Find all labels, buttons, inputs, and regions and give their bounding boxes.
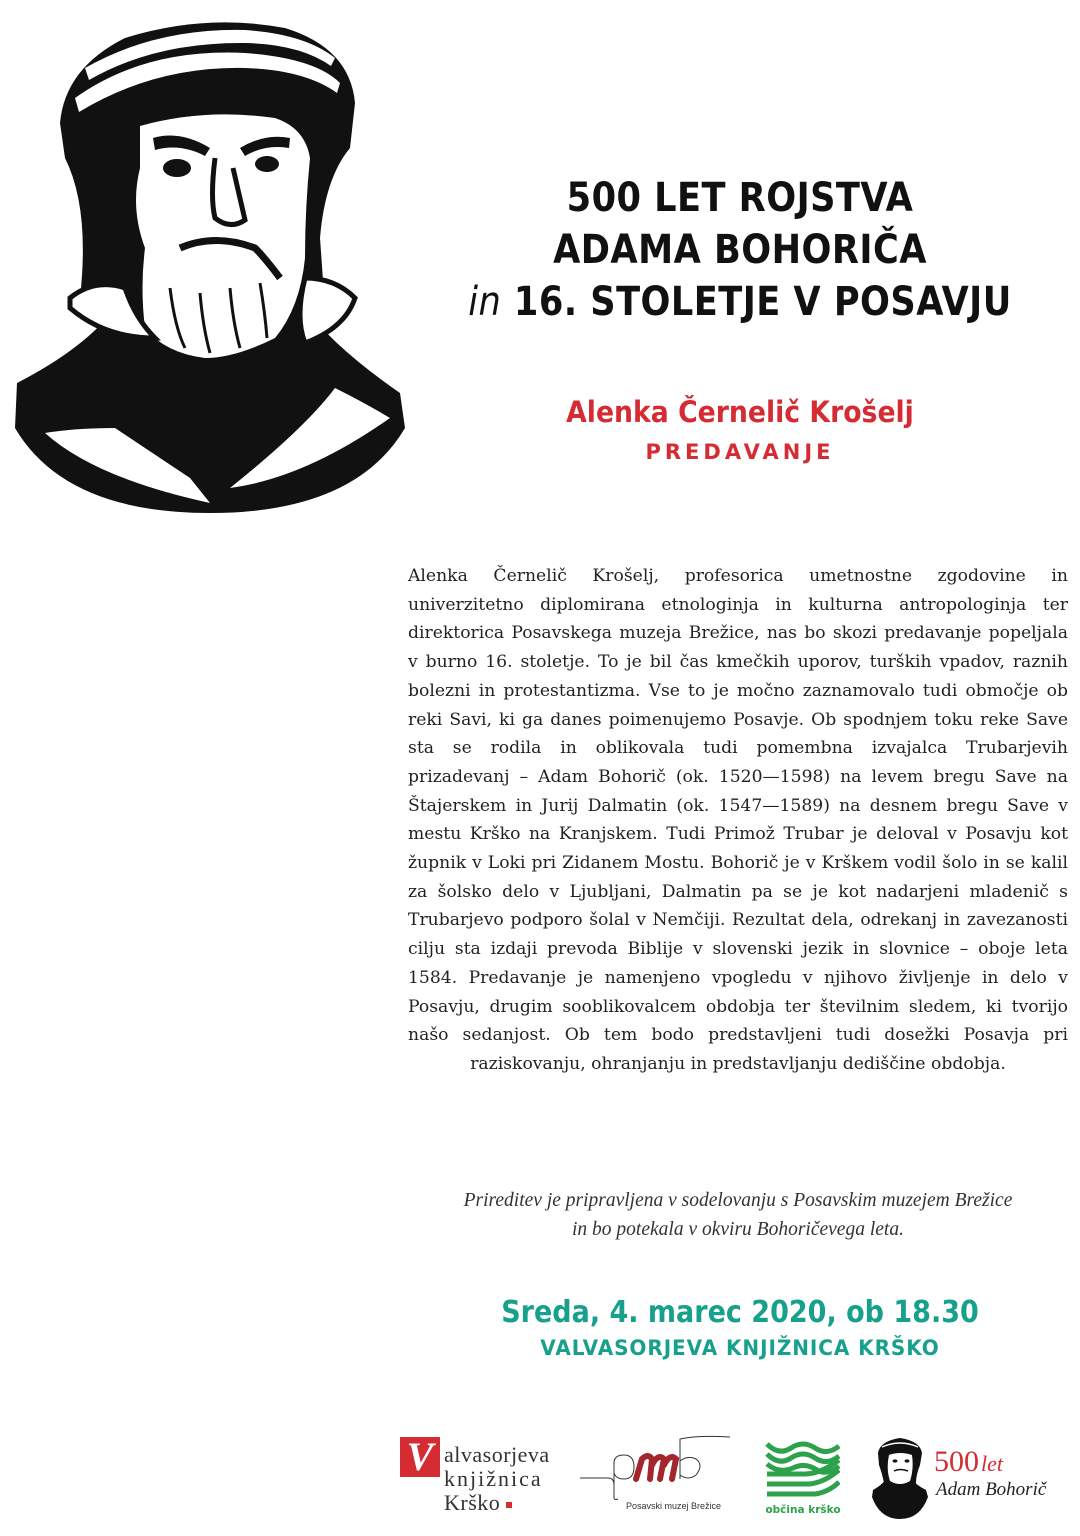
bohoric-bust-icon bbox=[870, 1435, 930, 1520]
red-square-icon bbox=[506, 1502, 512, 1508]
title-line-3 bbox=[458, 276, 1021, 328]
speaker-block bbox=[440, 392, 1040, 468]
speaker-name: Alenka Černelič Krošelj bbox=[566, 395, 914, 429]
obcina-krsko-waves-icon bbox=[765, 1438, 840, 1498]
bohoric-500-number bbox=[934, 1447, 1003, 1479]
event-type-label: PREDAVANJE bbox=[645, 440, 835, 464]
valvasorjeva-city: Krško bbox=[444, 1490, 501, 1515]
event-venue: VALVASORJEVA KNJIŽNICA KRŠKO bbox=[540, 1336, 940, 1361]
let-label: let bbox=[981, 1451, 1003, 1476]
valvasorjeva-line-3 bbox=[444, 1490, 512, 1516]
valvasorjeva-line-2: knjižnica bbox=[444, 1466, 543, 1491]
obcina-krsko-caption: občina krško bbox=[765, 1504, 841, 1516]
valvasorjeva-initial-icon: V bbox=[400, 1437, 440, 1477]
organizer-note-line-2: in bo potekala v okviru Bohoričevega leta. bbox=[572, 1219, 904, 1240]
valvasorjeva-line-1: alvasorjeva bbox=[444, 1442, 550, 1467]
event-datetime: Sreda, 4. marec 2020, ob 18.30 bbox=[501, 1295, 979, 1330]
sponsor-logos bbox=[395, 1430, 1075, 1525]
number-500: 500 bbox=[934, 1445, 979, 1478]
event-info bbox=[440, 1293, 1040, 1365]
pmb-monogram-icon bbox=[580, 1435, 730, 1500]
organizer-note bbox=[408, 1186, 1068, 1244]
adam-bohoric-portrait-icon bbox=[5, 8, 410, 518]
lecture-description: Alenka Černelič Krošelj, profesorica umetnostne zgodovine in univerzitetno diplomirana etnologinja in kulturna antropologinja ter direktorica Posavskega muzeja Brežice, nas bo skozi predavanje popeljala v burno 16. stoletje. To je bil čas kmečkih uporov, turških vpadov, raznih bolezni in protestantizma. Vse to je močno zaznamovalo tudi območje ob reki Savi, ki ga danes poimenujemo Posavje. Ob spodnjem toku reke Save sta se rodila in oblikovala tudi pomembna izvajalca Trubarjevih prizadevanj – Adam Bohorič (ok. 1520—1598) na levem bregu Save na Štajerskem in Jurij Dalmatin (ok. 1547—1589) na desnem bregu Save v mestu Krško na Kranjskem. Tudi Primož Trubar je deloval v Posavju kot župnik v Loki pri Zidanem Mostu. Bohorič je v Krškem vodil šolo in se kalil za šolsko delo v Ljubljani, Dalmatin pa se je kot nadarjeni mladenič s Trubarjevo podporo šolal v Nemčiji. Rezultat dela, odrekanj in zavezanosti cilju sta izdaji prevoda Biblije v slovenski jezik in slovnice – oboje leta 1584. Predavanje je namenjeno vpogledu v njihovo življenje in delo v Posavju, drugim sooblikovalcem obdobja ter številnim sledem, ki tvorijo našo sedanjost. Ob tem bodo predstavljeni tudi dosežki Posavja pri raziskovanju, ohranjanju in predstavljanju dediščine obdobja. bbox=[408, 566, 1068, 1074]
title-line-3-main: 16. STOLETJE V POSAVJU bbox=[513, 279, 1012, 325]
obcina-krsko-logo bbox=[765, 1438, 840, 1520]
poster-title bbox=[458, 172, 1021, 328]
posavski-muzej-logo bbox=[580, 1435, 730, 1520]
pmb-caption: Posavski muzej Brežice bbox=[626, 1501, 722, 1511]
valvasorjeva-knjiznica-logo bbox=[400, 1434, 550, 1517]
title-line-2: ADAMA BOHORIČA bbox=[553, 227, 927, 273]
bohoric-500-let-logo bbox=[870, 1435, 1070, 1523]
title-line-1: 500 LET ROJSTVA bbox=[566, 175, 914, 221]
organizer-note-line-1: Prireditev je pripravljena v sodelovanju s Posavskim muzejem Brežice bbox=[463, 1190, 1013, 1211]
title-in-prefix: in bbox=[468, 279, 502, 325]
bohoric-name: Adam Bohorič bbox=[936, 1479, 1047, 1500]
